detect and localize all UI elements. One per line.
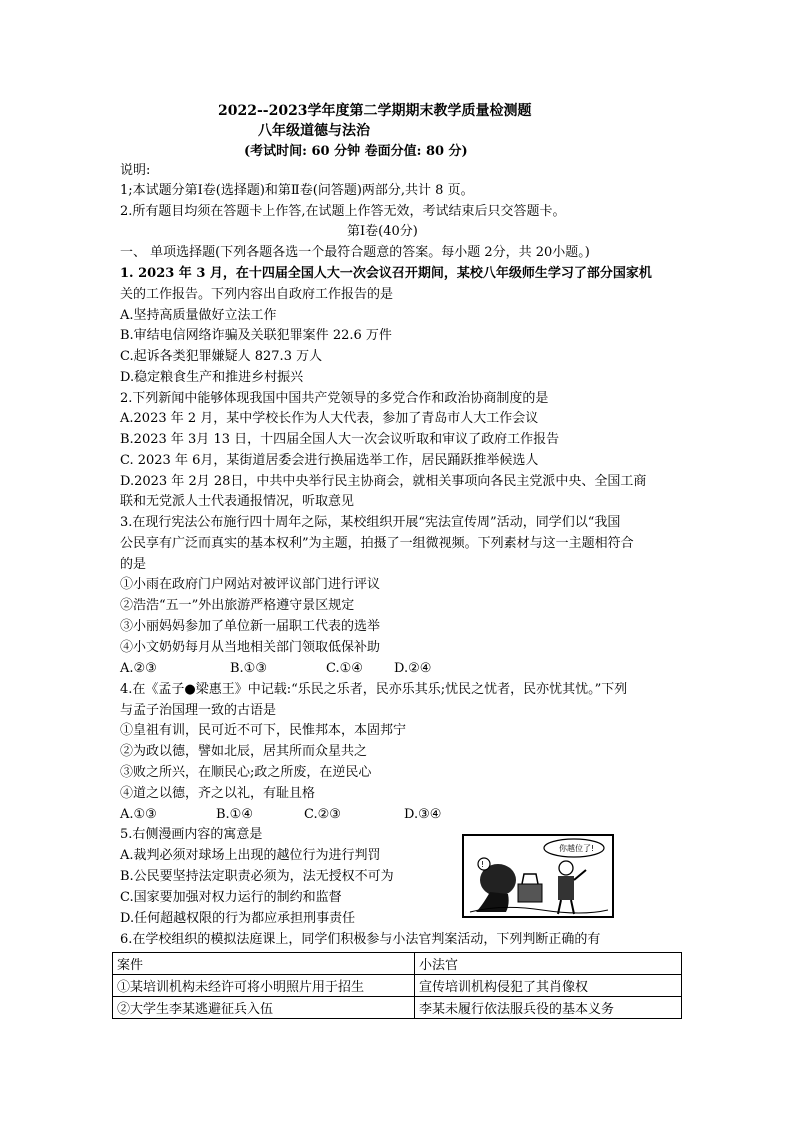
exam-title: 2022--2023学年度第二学期期末教学质量检测题 bbox=[218, 103, 532, 119]
q3-option-b: B.①③ bbox=[230, 661, 267, 676]
notes-item-2: 2.所有题目均须在答题卡上作答,在试题上作答无效，考试结束后只交答题卡。 bbox=[120, 204, 566, 219]
q3-stem-line2: 公民享有广泛而真实的基本权利”为主题，拍摄了一组微视频。下列素材与这一主题相符合 bbox=[120, 536, 634, 551]
q2-option-b: B.2023 年 3月 13 日，十四届全国人大一次会议听取和审议了政府工作报告 bbox=[120, 432, 560, 447]
q3-statement-1: ①小雨在政府门户网站对被评议部门进行评议 bbox=[120, 577, 381, 592]
q4-statement-4: ④道之以德，齐之以礼，有耻且格 bbox=[120, 786, 316, 801]
q5-option-d: D.任何超越权限的行为都应承担刑事责任 bbox=[120, 911, 356, 926]
q4-option-d: D.③④ bbox=[404, 807, 442, 822]
q6-cases-table bbox=[112, 952, 682, 1019]
cartoon-illustration bbox=[462, 834, 614, 918]
q5-stem: 5.右侧漫画内容的寓意是 bbox=[120, 827, 263, 842]
q3-option-c: C.①④ bbox=[326, 661, 363, 676]
q2-stem: 2.下列新闻中能够体现我国中国共产党领导的多党合作和政治协商制度的是 bbox=[120, 391, 549, 406]
q4-option-b: B.①④ bbox=[216, 807, 253, 822]
table-cell-case: ②大学生李某逃避征兵入伍 bbox=[113, 997, 415, 1019]
q1-stem-line2: 关的工作报告。下列内容出自政府工作报告的是 bbox=[120, 287, 394, 302]
q2-option-d-line1: D.2023 年 2月 28日，中共中央举行民主协商会，就相关事项向各民主党派中央、全国工商 bbox=[120, 474, 647, 489]
section-1-title: 第Ⅰ卷(40分) bbox=[347, 224, 418, 239]
cartoon-caption: 你越位了! bbox=[559, 844, 595, 853]
q4-statement-3: ③败之所兴，在顺民心;政之所废，在逆民心 bbox=[120, 765, 372, 780]
q1-option-a: A.坚持高质量做好立法工作 bbox=[120, 308, 277, 323]
q5-option-c: C.国家要加强对权力运行的制约和监督 bbox=[120, 890, 342, 905]
exam-info: (考试时间: 60 分钟 卷面分值: 80 分) bbox=[244, 144, 468, 159]
q4-statement-1: ①皇祖有训，民可近不可下，民惟邦本，本固邦宁 bbox=[120, 723, 407, 738]
q3-statement-4: ④小文奶奶每月从当地相关部门领取低保补助 bbox=[120, 640, 381, 655]
svg-text:!: ! bbox=[481, 860, 485, 869]
q1-option-d: D.稳定粮食生产和推进乡村振兴 bbox=[120, 370, 304, 385]
table-cell-case: ①某培训机构未经许可将小明照片用于招生 bbox=[113, 975, 415, 997]
q2-option-a: A.2023 年 2 月，某中学校长作为人大代表，参加了青岛市人大工作会议 bbox=[120, 411, 539, 426]
q4-option-a: A.①③ bbox=[120, 807, 157, 822]
q1-option-c: C.起诉各类犯罪嫌疑人 827.3 万人 bbox=[120, 349, 323, 364]
q5-option-a: A.裁判必须对球场上出现的越位行为进行判罚 bbox=[120, 848, 381, 863]
table-row bbox=[113, 975, 682, 997]
q3-option-a: A.②③ bbox=[120, 661, 157, 676]
q3-stem-line1: 3.在现行宪法公布施行四十周年之际，某校组织开展“宪法宣传周”活动，同学们以“我国 bbox=[120, 515, 621, 530]
q4-option-c: C.②③ bbox=[304, 807, 341, 822]
q6-stem: 6.在学校组织的模拟法庭课上，同学们积极参与小法官判案活动，下列判断正确的有 bbox=[120, 932, 601, 947]
section-1-instruction: 一、 单项选择题(下列各题各选一个最符合题意的答案。每小题 2分，共 20小题。) bbox=[120, 245, 590, 260]
q5-option-b: B.公民要坚持法定职责必须为，法无授权不可为 bbox=[120, 869, 394, 884]
table-header-row bbox=[113, 953, 682, 975]
q4-stem-line1: 4.在《孟子●梁惠王》中记载:“乐民之乐者，民亦乐其乐;忧民之忧者，民亦忧其忧。”下列 bbox=[120, 682, 628, 697]
notes-label: 说明: bbox=[120, 163, 151, 178]
table-header-case: 案件 bbox=[113, 953, 415, 975]
table-row bbox=[113, 997, 682, 1019]
q1-option-b: B.审结电信网络诈骗及关联犯罪案件 22.6 万件 bbox=[120, 328, 392, 343]
q4-options bbox=[120, 805, 441, 825]
q1-stem-line1: 1. 2023 年 3 月，在十四届全国人大一次会议召开期间，某校八年级师生学习了部分国家机 bbox=[120, 266, 652, 281]
q3-option-d: D.②④ bbox=[394, 661, 432, 676]
q3-statement-3: ③小丽妈妈参加了单位新一届职工代表的选举 bbox=[120, 619, 381, 634]
q3-options bbox=[120, 659, 431, 679]
q2-option-d-line2: 联和无党派人士代表通报情况，听取意见 bbox=[120, 494, 355, 509]
table-cell-judgment: 李某未履行依法服兵役的基本义务 bbox=[415, 997, 682, 1019]
table-cell-judgment: 宣传培训机构侵犯了其肖像权 bbox=[415, 975, 682, 997]
table-header-judge: 小法官 bbox=[415, 953, 682, 975]
exam-subject: 八年级道德与法治 bbox=[258, 123, 370, 139]
q4-stem-line2: 与孟子治国理一致的古语是 bbox=[120, 703, 277, 718]
q3-statement-2: ②浩浩“五一”外出旅游严格遵守景区规定 bbox=[120, 598, 355, 613]
q2-option-c: C. 2023 年 6月，某街道居委会进行换届选举工作，居民踊跃推举候选人 bbox=[120, 453, 539, 468]
notes-item-1: 1;本试题分第Ⅰ卷(选择题)和第Ⅱ卷(问答题)两部分,共计 8 页。 bbox=[120, 183, 474, 198]
q3-stem-line3: 的是 bbox=[120, 557, 147, 572]
q4-statement-2: ②为政以德，譬如北辰，居其所而众星共之 bbox=[120, 744, 368, 759]
